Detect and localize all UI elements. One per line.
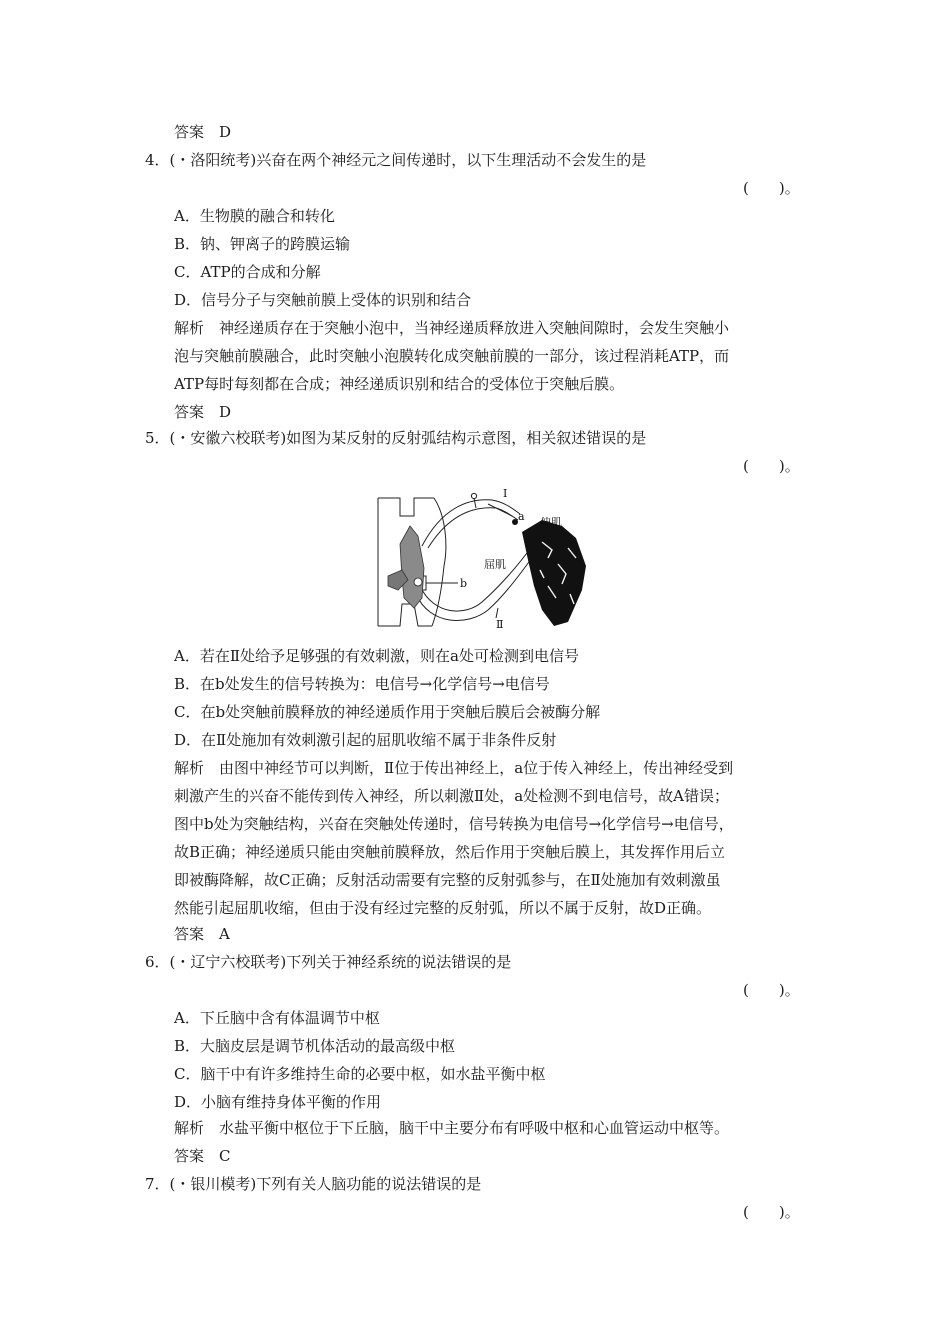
q4-option-a: A．生物膜的融合和转化 bbox=[174, 207, 335, 225]
q6-option-d: D．小脑有维持身体平衡的作用 bbox=[174, 1093, 382, 1111]
q5-analysis-line-1: 解析 由图中神经节可以判断，Ⅱ位于传出神经上，a位于传入神经上，传出神经受到 bbox=[174, 759, 734, 777]
q5-option-d: D．在Ⅱ处施加有效刺激引起的屈肌收缩不属于非条件反射 bbox=[174, 731, 557, 749]
label-extensor: 伸肌 bbox=[540, 516, 562, 529]
q4-option-c: C．ATP的合成和分解 bbox=[174, 263, 321, 281]
label-pointer-II bbox=[496, 608, 498, 618]
q6-option-b: B．大脑皮层是调节机体活动的最高级中枢 bbox=[174, 1037, 456, 1055]
q5-option-a: A．若在Ⅱ处给予足够强的有效刺激，则在a处可检测到电信号 bbox=[174, 647, 579, 665]
q5-analysis-line-5: 即被酶降解，故C正确；反射活动需要有完整的反射弧参与，在Ⅱ处施加有效刺激虽 bbox=[174, 871, 721, 889]
grey-matter bbox=[400, 526, 424, 608]
ganglion-icon bbox=[471, 493, 476, 498]
efferent-nerve-inner bbox=[420, 546, 532, 611]
answer-bracket-q4: ( )。 bbox=[743, 179, 800, 197]
answer-line-q5: 答案 A bbox=[174, 925, 230, 943]
q6-analysis-line-1: 解析 水盐平衡中枢位于下丘脑，脑干中主要分布有呼吸中枢和心血管运动中枢等。 bbox=[174, 1119, 730, 1137]
label-b: b bbox=[460, 577, 468, 590]
q4-option-b: B．钠、钾离子的跨膜运输 bbox=[174, 235, 351, 253]
label-II: Ⅱ bbox=[496, 618, 504, 631]
q4-analysis-line-2: 泡与突触前膜融合，此时突触小泡膜转化成突触前膜的一部分，该过程消耗ATP，而 bbox=[174, 347, 730, 365]
q4-analysis-line-3: ATP每时每刻都在合成；神经递质识别和结合的受体位于突触后膜。 bbox=[174, 375, 625, 393]
q5-analysis-line-4: 故B正确；神经递质只能由突触前膜释放，然后作用于突触后膜上，其发挥作用后立 bbox=[174, 843, 726, 861]
answer-line-q4: 答案 D bbox=[174, 403, 232, 421]
question-4-stem: 4．(・洛阳统考)兴奋在两个神经元之间传递时，以下生理活动不会发生的是 bbox=[145, 151, 647, 169]
spinal-cord-outline-top bbox=[378, 498, 434, 516]
q5-option-c: C．在b处突触前膜释放的神经递质作用于突触后膜后会被酶分解 bbox=[174, 703, 601, 721]
q5-option-b: B．在b处发生的信号转换为：电信号→化学信号→电信号 bbox=[174, 675, 550, 693]
question-5-stem: 5．(・安徽六校联考)如图为某反射的反射弧结构示意图，相关叙述错误的是 bbox=[145, 429, 647, 447]
q6-option-c: C．脑干中有许多维持生命的必要中枢，如水盐平衡中枢 bbox=[174, 1065, 546, 1083]
neuron-body-icon bbox=[414, 578, 422, 586]
reflex-arc-figure bbox=[372, 486, 592, 632]
q5-analysis-line-2: 刺激产生的兴奋不能传到传入神经，所以刺激Ⅱ处，a处检测不到电信号，故A错误； bbox=[174, 787, 729, 805]
extensor-muscle bbox=[522, 520, 586, 626]
q4-analysis-line-1: 解析 神经递质存在于突触小泡中，当神经递质释放进入突触间隙时，会发生突触小 bbox=[174, 319, 730, 337]
label-a: a bbox=[518, 510, 525, 523]
efferent-nerve-II bbox=[416, 552, 536, 621]
answer-bracket-q6: ( )。 bbox=[743, 981, 800, 999]
q5-analysis-line-3: 图中b处为突触结构，兴奋在突触处传递时，信号转换为电信号→化学信号→电信号， bbox=[174, 815, 734, 833]
answer-line-q6: 答案 C bbox=[174, 1147, 231, 1165]
afferent-nerve-I bbox=[422, 500, 520, 546]
q4-option-d: D．信号分子与突触前膜上受体的识别和结合 bbox=[174, 291, 472, 309]
question-6-stem: 6．(・辽宁六校联考)下列关于神经系统的说法错误的是 bbox=[145, 953, 512, 971]
q6-option-a: A．下丘脑中含有体温调节中枢 bbox=[174, 1009, 380, 1027]
q5-analysis-line-6: 然能引起屈肌收缩，但由于没有经过完整的反射弧，所以不属于反射，故D正确。 bbox=[174, 899, 712, 917]
answer-line-q3: 答案 D bbox=[174, 123, 232, 141]
ganglion-stalk bbox=[474, 498, 476, 508]
question-7-stem: 7．(・银川模考)下列有关人脑功能的说法错误的是 bbox=[145, 1175, 482, 1193]
label-flexor: 屈肌 bbox=[484, 558, 506, 571]
answer-bracket-q5: ( )。 bbox=[743, 457, 800, 475]
label-I: I bbox=[503, 487, 508, 500]
answer-bracket-q7: ( )。 bbox=[743, 1203, 800, 1221]
